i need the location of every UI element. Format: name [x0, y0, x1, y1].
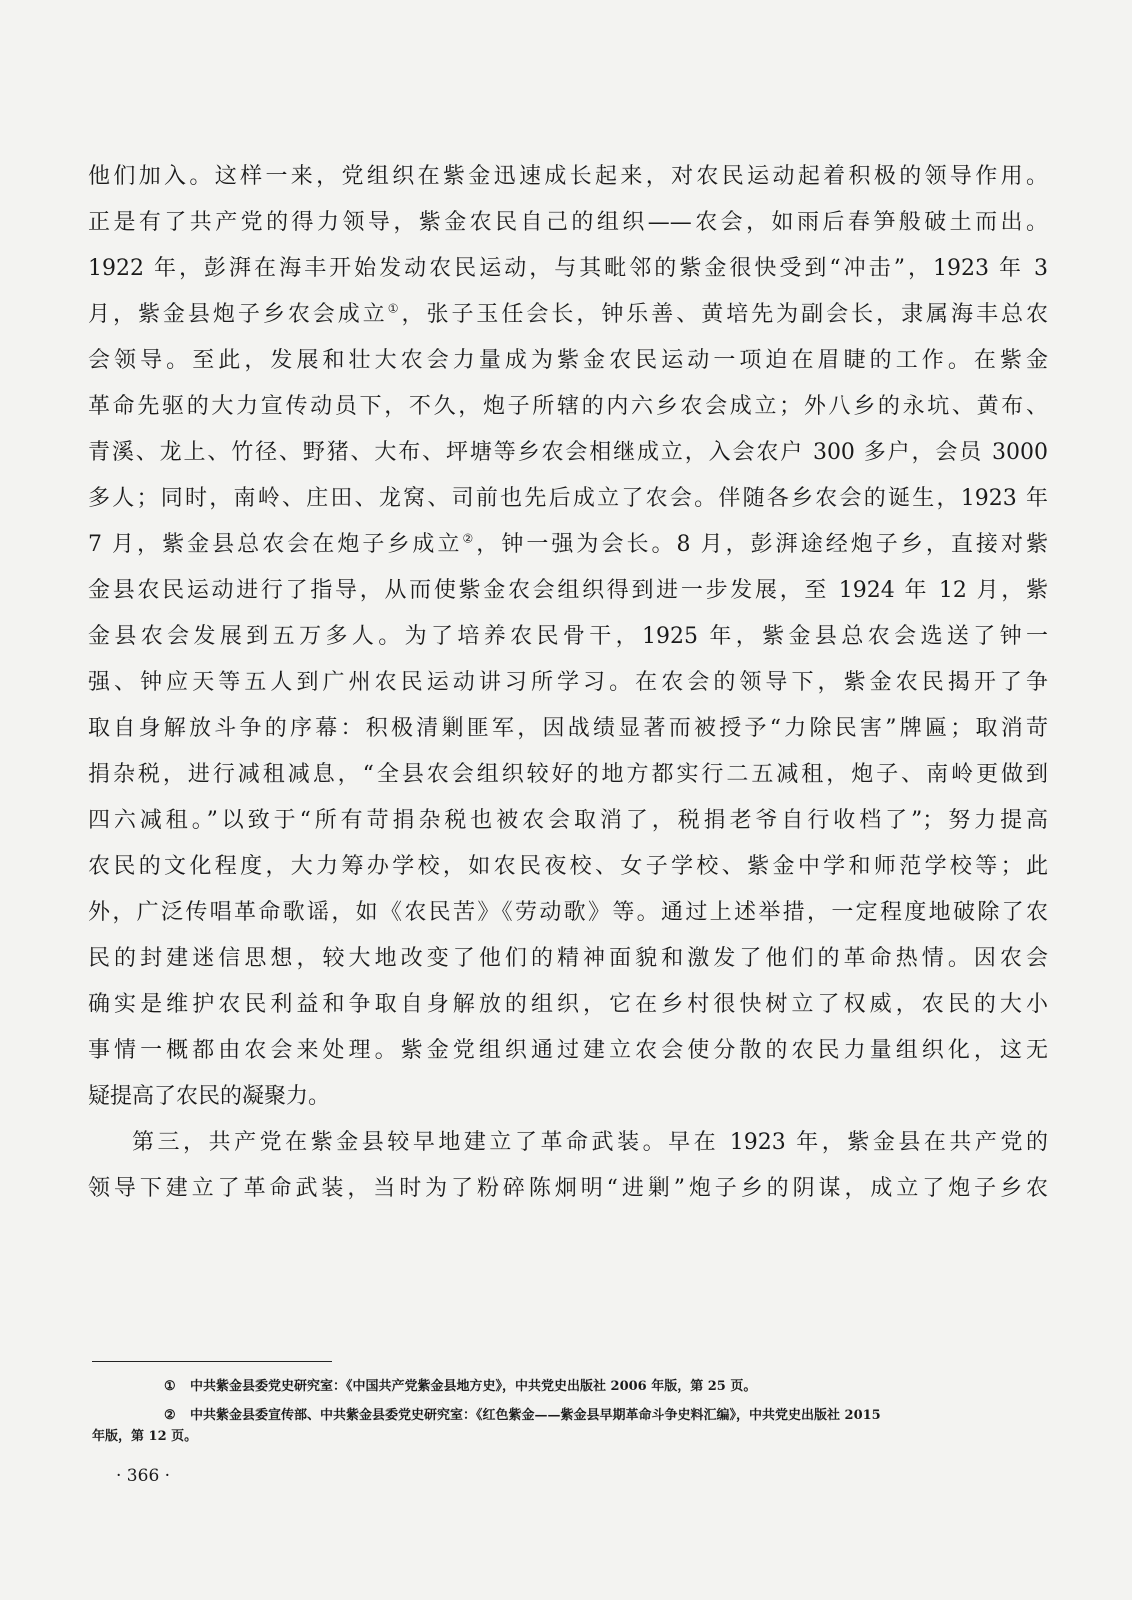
footnote-mark: ② [164, 1408, 176, 1423]
text-line [88, 292, 1048, 338]
footnote-2 [92, 1405, 1052, 1447]
text-line: 第三，共产党在紫金县较早地建立了革命武装。早在 1923 年，紫金县在共产党的 [132, 1130, 1048, 1155]
text-line: 会领导。至此，发展和壮大农会力量成为紫金农民运动一项迫在眉睫的工作。在紫金 [88, 348, 1048, 373]
page-number: · 366 · [116, 1466, 171, 1486]
footnote-ref-1[interactable]: ① [387, 301, 402, 316]
text-line: 青溪、龙上、竹径、野猪、大布、坪塘等乡农会相继成立，入会农户 300 多户，会员 3000 [88, 440, 1048, 465]
text-line: 捐杂税，进行减租减息，“全县农会组织较好的地方都实行二五减租，炮子、南岭更做到 [88, 762, 1048, 787]
text-line: 农民的文化程度，大力筹办学校，如农民夜校、女子学校、紫金中学和师范学校等；此 [88, 854, 1048, 879]
footnote-ref-2[interactable]: ② [462, 531, 477, 546]
text-segment: 7 月，紫金县总农会在炮子乡成立 [88, 532, 463, 557]
text-line: 四六减租。”以致于“所有苛捐杂税也被农会取消了，税捐老爷自行收档了”；努力提高 [88, 808, 1048, 833]
footnote-text-cont: 年版，第 12 页。 [92, 1429, 198, 1444]
text-line: 疑提高了农民的凝聚力。 [88, 1084, 331, 1109]
text-segment: ，钟一强为会长。8 月，彭湃途经炮子乡，直接对紫 [476, 532, 1048, 557]
text-line: 多人；同时，南岭、庄田、龙窝、司前也先后成立了农会。伴随各乡农会的诞生，1923 年 [88, 486, 1048, 511]
footnote-1 [92, 1376, 1052, 1397]
text-line: 确实是维护农民利益和争取自身解放的组织，它在乡村很快树立了权威，农民的大小 [88, 992, 1048, 1017]
text-line: 外，广泛传唱革命歌谣，如《农民苦》《劳动歌》等。通过上述举措，一定程度地破除了农 [88, 900, 1048, 925]
footnote-text: 中共紫金县委党史研究室：《中国共产党紫金县地方史》，中共党史出版社 2006 年版，第 25 页。 [190, 1379, 757, 1394]
text-line [88, 522, 1048, 568]
text-line: 取自身解放斗争的序幕：积极清剿匪军，因战绩显著而被授予“力除民害”牌匾；取消苛 [88, 716, 1048, 741]
text-line: 他们加入。这样一来，党组织在紫金迅速成长起来，对农民运动起着积极的领导作用。 [88, 164, 1048, 189]
text-segment: ，张子玉任会长，钟乐善、黄培先为副会长，隶属海丰总农 [401, 302, 1048, 327]
text-line: 强、钟应天等五人到广州农民运动讲习所学习。在农会的领导下，紫金农民揭开了争 [88, 670, 1048, 695]
text-line: 事情一概都由农会来处理。紫金党组织通过建立农会使分散的农民力量组织化，这无 [88, 1038, 1048, 1063]
text-line: 金县农会发展到五万多人。为了培养农民骨干，1925 年，紫金县总农会选送了钟一 [88, 624, 1048, 649]
text-segment: 月，紫金县炮子乡农会成立 [88, 302, 388, 327]
footnotes [92, 1376, 1052, 1455]
footnote-text: 中共紫金县委宣传部、中共紫金县委党史研究室：《红色紫金——紫金县早期革命斗争史料汇编》，中共党史出版社 2015 [190, 1408, 881, 1423]
footnote-mark: ① [164, 1379, 176, 1394]
text-line: 正是有了共产党的得力领导，紫金农民自己的组织——农会，如雨后春笋般破土而出。 [88, 210, 1048, 235]
text-line: 革命先驱的大力宣传动员下，不久，炮子所辖的内六乡农会成立；外八乡的永坑、黄布、 [88, 394, 1048, 419]
text-line: 1922 年，彭湃在海丰开始发动农民运动，与其毗邻的紫金很快受到“冲击”，1923 年 3 [88, 256, 1048, 281]
text-line: 金县农民运动进行了指导，从而使紫金农会组织得到进一步发展，至 1924 年 12 月，紫 [88, 578, 1048, 603]
text-line: 领导下建立了革命武装，当时为了粉碎陈炯明“进剿”炮子乡的阴谋，成立了炮子乡农 [88, 1176, 1048, 1201]
footnote-divider [92, 1361, 332, 1362]
body-text [88, 154, 1048, 1212]
text-line: 民的封建迷信思想，较大地改变了他们的精神面貌和激发了他们的革命热情。因农会 [88, 946, 1048, 971]
